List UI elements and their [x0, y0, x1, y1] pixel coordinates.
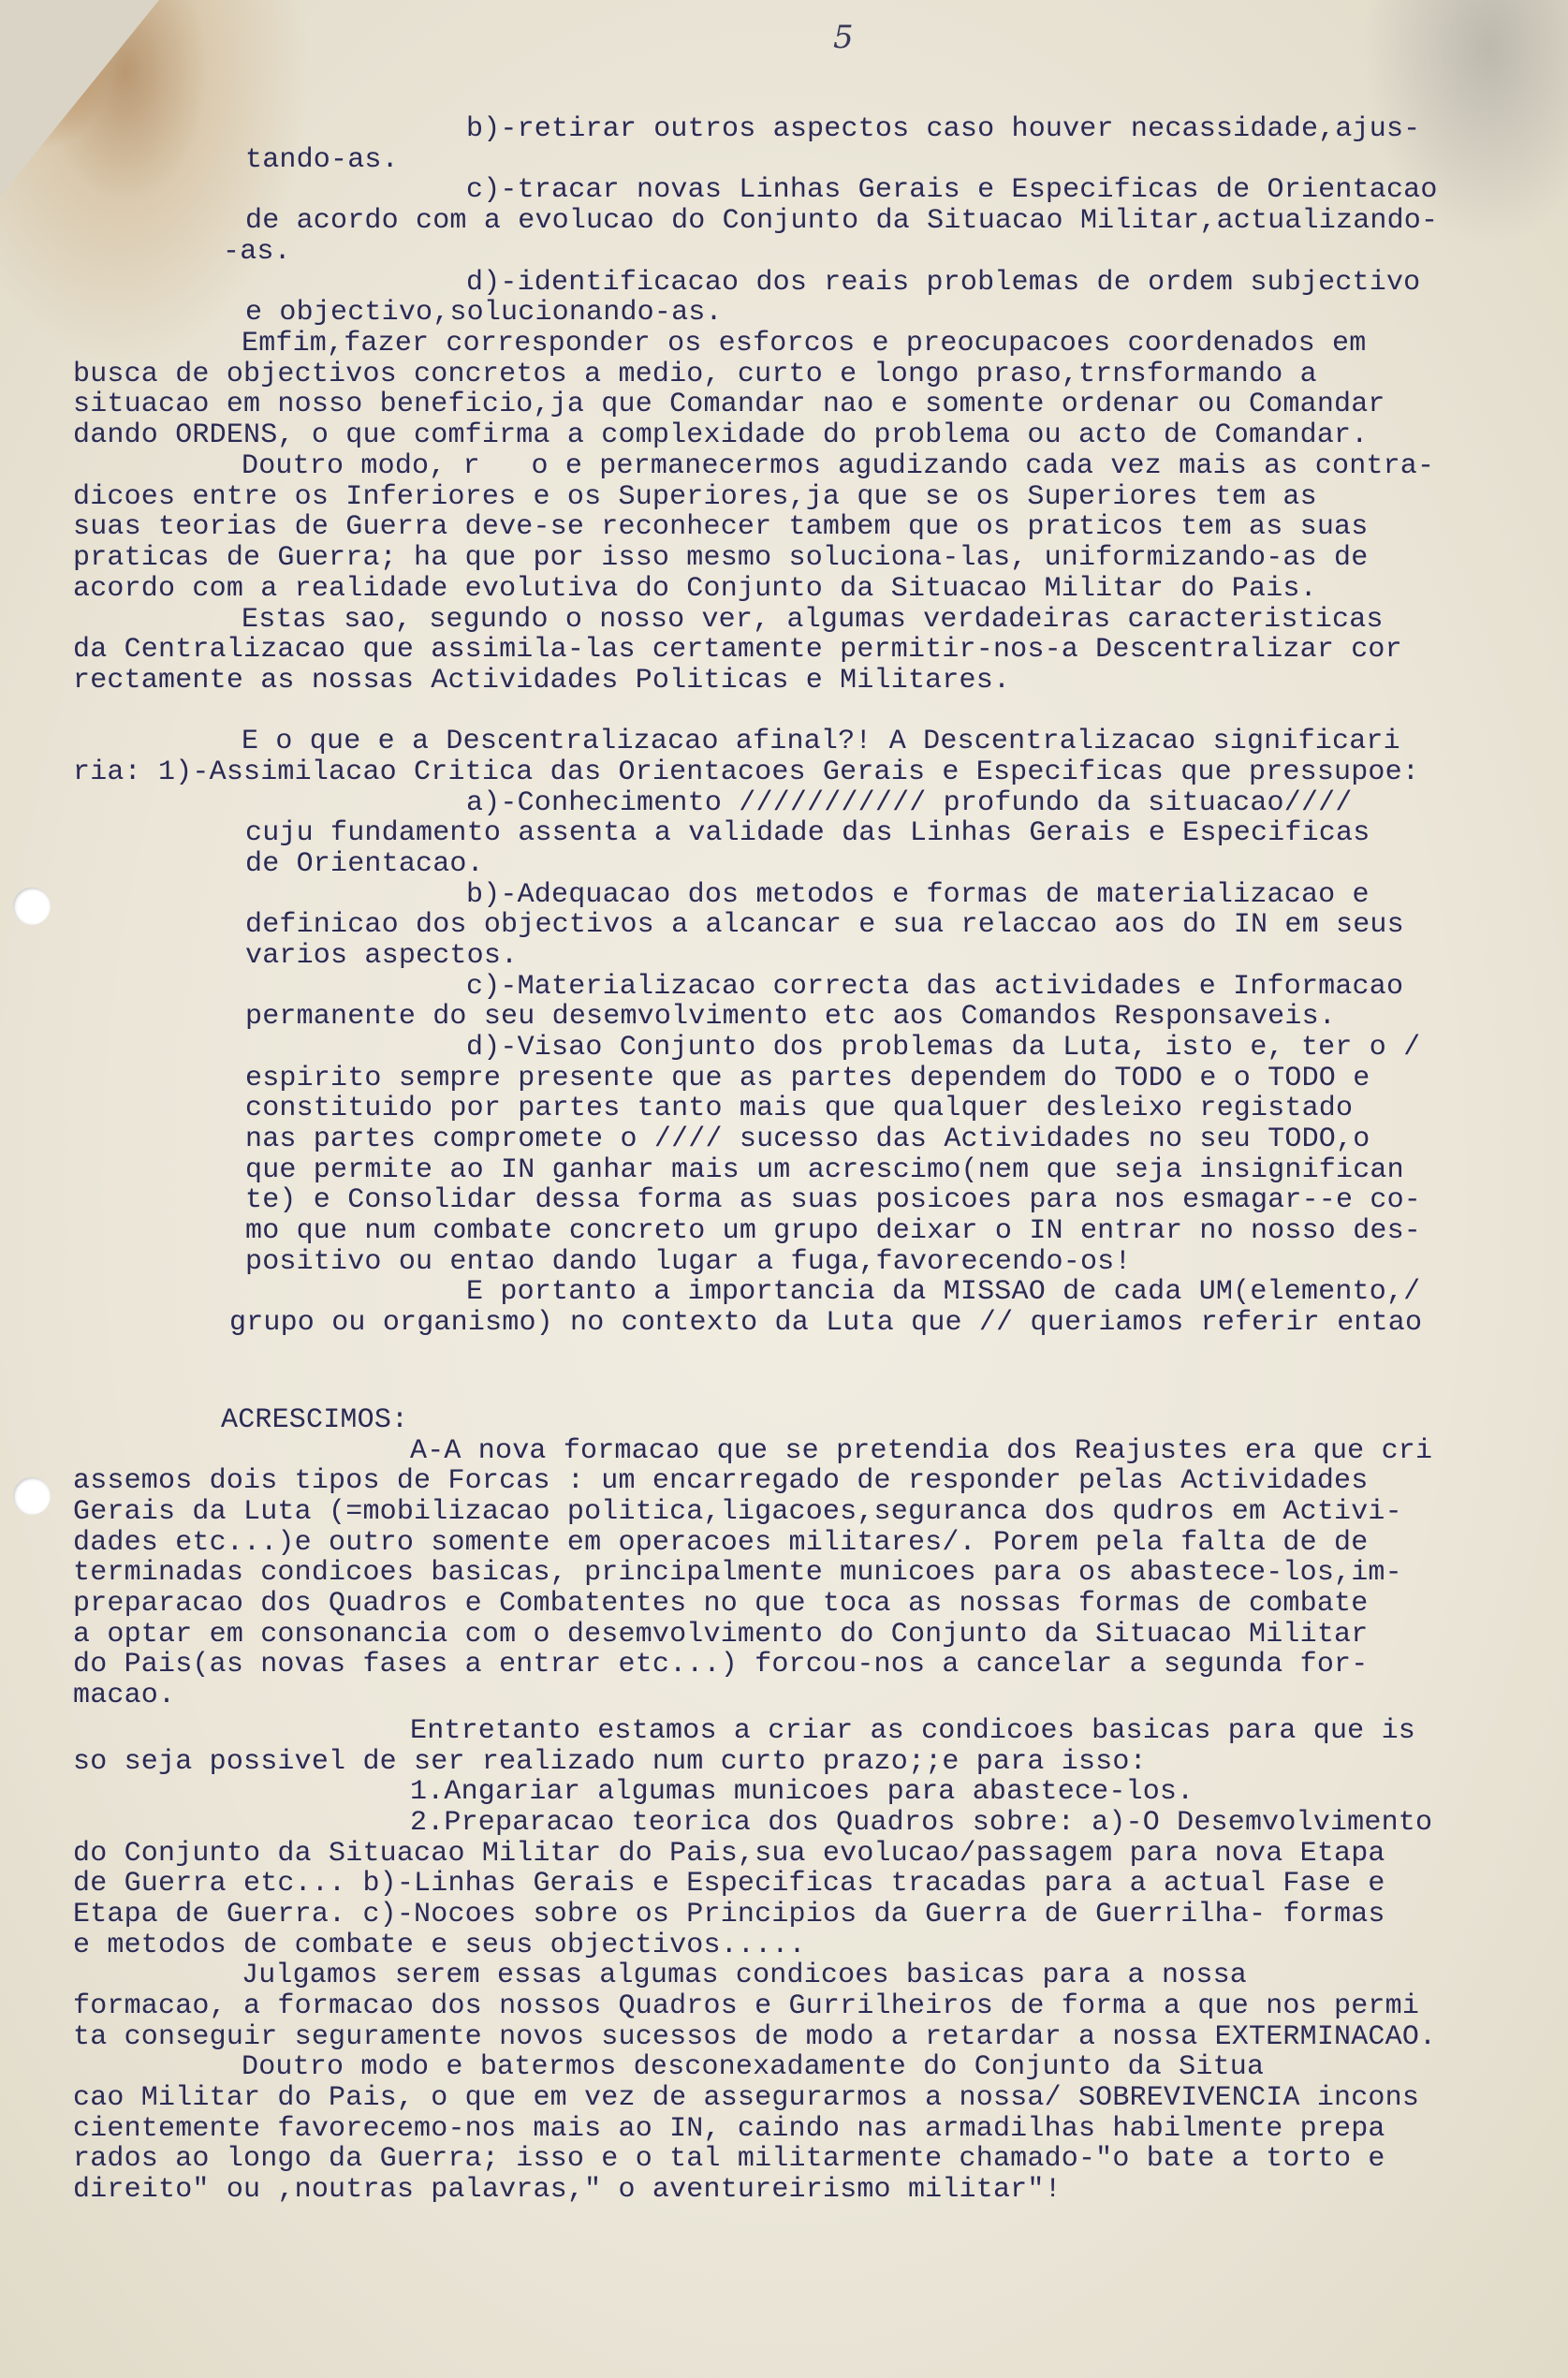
text-line: E portanto a importancia da MISSAO de cada UM(elemento,/	[466, 1276, 1421, 1308]
text-line: constituido por partes tanto mais que qualquer desleixo registado	[245, 1093, 1354, 1124]
punch-hole	[13, 1477, 51, 1515]
text-line: Etapa de Guerra. c)-Nocoes sobre os Principios da Guerra de Guerrilha- formas	[73, 1899, 1385, 1930]
text-line: varios aspectos.	[245, 940, 519, 972]
text-line: preparacao dos Quadros e Combatentes no que toca as nossas formas de combate	[73, 1588, 1369, 1620]
text-line: busca de objectivos concretos a medio, curto e longo praso,trnsformando a	[73, 359, 1317, 390]
text-line: ta conseguir seguramente novos sucessos de modo a retardar a nossa EXTERMINACAO.	[73, 2021, 1437, 2053]
text-line: rados ao longo da Guerra; isso e o tal militarmente chamado-"o bate a torto e	[73, 2143, 1385, 2175]
text-line: dicoes entre os Inferiores e os Superiores,ja que se os Superiores tem as	[73, 481, 1317, 513]
text-line: dando ORDENS, o que comfirma a complexidade do problema ou acto de Comandar.	[73, 419, 1369, 451]
text-line: -as.	[223, 236, 291, 268]
text-line: que permite ao IN ganhar mais um acrescimo(nem que seja insignifican	[245, 1154, 1404, 1186]
text-line: da Centralizacao que assimila-las certamente permitir-nos-a Descentralizar cor	[73, 634, 1402, 666]
text-line: definicao dos objectivos a alcancar e sua relaccao aos do IN em seus	[245, 909, 1404, 941]
text-line: c)-tracar novas Linhas Gerais e Especificas de Orientacao	[466, 174, 1438, 206]
text-line: dades etc...)e outro somente em operacoes militares/. Porem pela falta de de	[73, 1527, 1369, 1559]
text-line: grupo ou organismo) no contexto da Luta que // queriamos referir entao	[229, 1307, 1423, 1339]
text-line: cuju fundamento assenta a validade das Linhas Gerais e Especificas	[245, 817, 1370, 849]
text-line: espirito sempre presente que as partes dependem do TODO e o TODO e	[245, 1063, 1370, 1094]
text-line: e metodos de combate e seus objectivos.....	[73, 1930, 806, 1961]
text-line: a optar em consonancia com o desemvolvimento do Conjunto da Situacao Militar	[73, 1619, 1369, 1651]
text-line: direito" ou ,noutras palavras," o aventureirismo militar"!	[73, 2174, 1062, 2206]
text-line: de Orientacao.	[245, 848, 484, 880]
page-number: 5	[833, 19, 854, 56]
text-line: praticas de Guerra; ha que por isso mesmo soluciona-las, uniformizando-as de	[73, 542, 1369, 574]
text-line: a)-Conhecimento /////////// profundo da situacao////	[466, 787, 1353, 819]
text-line: situacao em nosso beneficio,ja que Comandar nao e somente ordenar ou Comandar	[73, 389, 1385, 420]
text-line: Julgamos serem essas algumas condicoes basicas para a nossa	[242, 1960, 1247, 1991]
text-line: d)-identificacao dos reais problemas de ordem subjectivo	[466, 267, 1421, 299]
text-line: suas teorias de Guerra deve-se reconhecer tambem que os praticos tem as suas	[73, 511, 1369, 543]
text-line: mo que num combate concreto um grupo deixar o IN entrar no nosso des-	[245, 1215, 1422, 1247]
text-line: rectamente as nossas Actividades Politicas e Militares.	[73, 665, 1011, 697]
text-line: nas partes compromete o //// sucesso das Actividades no seu TODO,o	[245, 1123, 1370, 1155]
text-line: acordo com a realidade evolutiva do Conjunto da Situacao Militar do Pais.	[73, 573, 1317, 605]
text-line: b)-Adequacao dos metodos e formas de materializacao e	[466, 879, 1370, 911]
text-line: cao Militar do Pais, o que em vez de assegurarmos a nossa/ SOBREVIVENCIA incons	[73, 2082, 1420, 2114]
text-line: terminadas condicoes basicas, principalmente municoes para os abastece-los,im-	[73, 1557, 1402, 1589]
text-line: c)-Materializacao correcta das actividades e Informacao	[466, 971, 1404, 1003]
text-line: tando-as.	[245, 144, 399, 176]
text-line: macao.	[73, 1680, 176, 1711]
text-line: Entretanto estamos a criar as condicoes basicas para que is	[410, 1715, 1415, 1747]
text-line: Gerais da Luta (=mobilizacao politica,ligacoes,seguranca dos qudros em Activi-	[73, 1496, 1402, 1528]
folded-corner	[0, 0, 159, 197]
text-line: positivo ou entao dando lugar a fuga,favorecendo-os!	[245, 1246, 1132, 1278]
text-line: assemos dois tipos de Forcas : um encarregado de responder pelas Actividades	[73, 1465, 1369, 1497]
text-line: ACRESCIMOS:	[221, 1404, 409, 1436]
text-line: de acordo com a evolucao do Conjunto da Situacao Militar,actualizando-	[245, 205, 1439, 237]
text-line: Doutro modo e batermos desconexadamente do Conjunto da Situa	[242, 2051, 1265, 2083]
text-line: d)-Visao Conjunto dos problemas da Luta, isto e, ter o /	[466, 1032, 1421, 1064]
text-line: E o que e a Descentralizacao afinal?! A Descentralizacao significari	[242, 726, 1400, 757]
text-line: 1.Angariar algumas municoes para abastece-los.	[410, 1776, 1194, 1808]
text-line: permanente do seu desemvolvimento etc aos Comandos Responsaveis.	[245, 1001, 1336, 1033]
text-line: 2.Preparacao teorica dos Quadros sobre: a)-O Desemvolvimento	[410, 1807, 1433, 1839]
text-line: Doutro modo, r o e permanecermos agudizando cada vez mais as contra-	[242, 450, 1435, 482]
punch-hole	[13, 888, 51, 925]
text-line: formacao, a formacao dos nossos Quadros e Gurrilheiros de forma a que nos permi	[73, 1990, 1420, 2022]
text-line: de Guerra etc... b)-Linhas Gerais e Especificas tracadas para a actual Fase e	[73, 1868, 1385, 1900]
text-line: A-A nova formacao que se pretendia dos Reajustes era que cri	[410, 1435, 1433, 1467]
text-line: Estas sao, segundo o nosso ver, algumas verdadeiras caracteristicas	[242, 604, 1384, 636]
text-line: cientemente favorecemo-nos mais ao IN, caindo nas armadilhas habilmente prepa	[73, 2113, 1385, 2145]
text-line: b)-retirar outros aspectos caso houver necassidade,ajus-	[466, 113, 1421, 145]
text-line: e objectivo,solucionando-as.	[245, 297, 723, 329]
text-line: so seja possivel de ser realizado num curto prazo;;e para isso:	[73, 1746, 1147, 1778]
text-line: ria: 1)-Assimilacao Critica das Orientacoes Gerais e Especificas que pressupoe:	[73, 756, 1420, 788]
text-line: Emfim,fazer corresponder os esforcos e preocupacoes coordenados em	[242, 328, 1367, 360]
text-line: do Conjunto da Situacao Militar do Pais,sua evolucao/passagem para nova Etapa	[73, 1838, 1385, 1870]
text-line: do Pais(as novas fases a entrar etc...) forcou-nos a cancelar a segunda for-	[73, 1649, 1369, 1681]
text-line: te) e Consolidar dessa forma as suas posicoes para nos esmagar--e co-	[245, 1184, 1422, 1216]
